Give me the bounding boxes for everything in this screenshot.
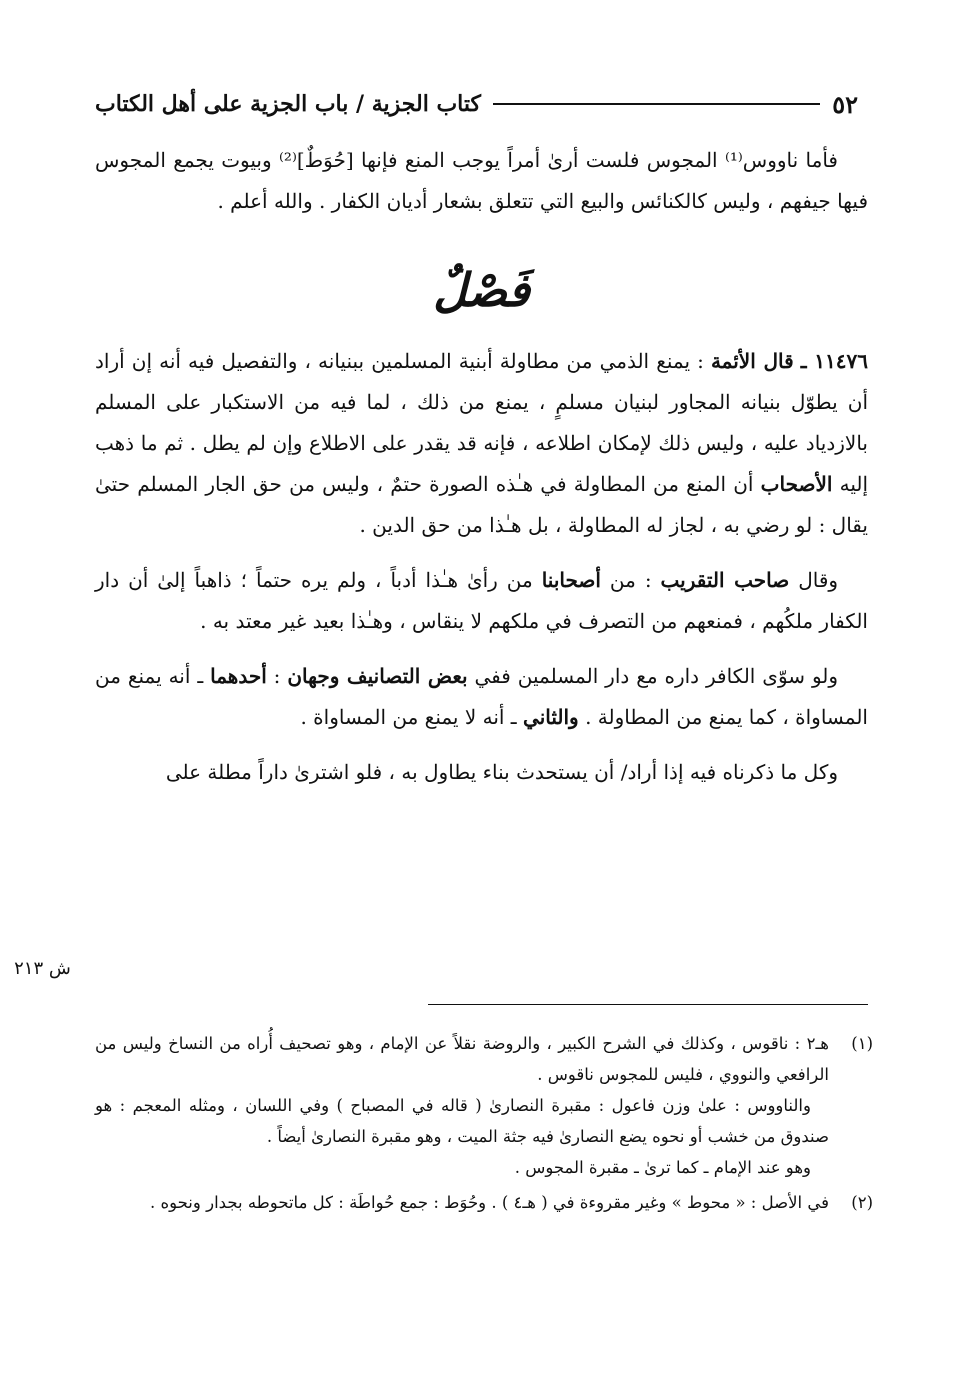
section-number: ١١٤٧٦ ـ xyxy=(800,349,869,373)
paragraph-3-text-a: وقال xyxy=(798,568,839,592)
paragraph-2-text-cont: أن المنع من المطاولة في هـٰذه الصورة حتمٌ ، وليس من حق الجار المسلم حتىٰ يقال : لو رضي به ، لجاز له المطاولة ، بل هـٰذا من حق الدين . xyxy=(95,472,868,537)
bold-term-aimma: قال الأئمة xyxy=(710,349,794,373)
bold-term-thani: والثاني xyxy=(523,705,579,729)
footnote-1 xyxy=(95,1028,873,1183)
footnote-1-para-1: هـ٢ : ناقوس ، وكذلك في الشرح الكبير ، والروضة نقلاً عن الإمام ، وهو تصحيف أُراه من النساخ وليس من الرافعي والنووي ، فليس للمجوس ناقوس . xyxy=(95,1034,829,1084)
footnote-number: (٢) xyxy=(851,1193,873,1212)
bold-term-ahaduhuma: أحدهما xyxy=(210,664,267,688)
paragraph-5: وكل ما ذكرناه فيه إذا أراد/ أن يستحدث بناء يطاول به ، فلو اشترىٰ داراً مطلة على xyxy=(165,760,838,784)
page-number: ٥٢ xyxy=(832,89,858,119)
header-rule xyxy=(493,103,820,105)
paragraph-4 xyxy=(95,656,868,738)
paragraph-3 xyxy=(95,560,868,642)
main-text xyxy=(95,140,868,807)
paragraph-3-text-b: : من xyxy=(609,568,652,592)
footnotes xyxy=(95,1028,873,1222)
bold-term-wajhan: بعض التصانيف وجهان xyxy=(287,664,468,688)
footnote-number: (١) xyxy=(851,1034,873,1053)
running-title: كتاب الجزية / باب الجزية على أهل الكتاب xyxy=(95,91,481,117)
footnote-body xyxy=(95,1187,829,1218)
bold-term-ashabuna: أصحابنا xyxy=(541,568,601,592)
paragraph-4-text-c: ـ أنه يمنع من المساواة ، كما يمنع من المطاولة . xyxy=(95,664,868,729)
paragraph-3-text-c: من رأىٰ هـٰذا أدباً ، ولم يره حتماً ؛ ذاهباً إلىٰ أن دار الكفار ملكُهم ، فمنعهم من التصرف في ملكهم لا ينقاس ، وهـٰذا بعيد غير معتد به . xyxy=(95,568,868,633)
paragraph-4-text-a: ولو سوّى الكافر داره مع دار المسلمين ففي xyxy=(474,664,839,688)
footnote-separator xyxy=(428,1004,868,1005)
paragraph-4-text-b: : xyxy=(273,664,281,688)
page-header xyxy=(95,84,858,124)
footnote-2-para-1: في الأصل : « محوط » وغير مقروءة في ( هـ٤ ) . وحُوَط : جمع حُواطَة : كل ماتحوطه بجدار ونحوه . xyxy=(150,1193,829,1212)
paragraph-1: فأما ناووس⁽¹⁾ المجوس فلست أرىٰ أمراً يوجب المنع فإنها [حُوَطٌ]⁽²⁾ وبيوت يجمع المجوس فيها جيفهم ، وليس كالكنائس والبيع التي تتعلق بشعار أديان الكفار . والله أعلم . xyxy=(95,148,868,213)
margin-folio-note: ش ٢١٣ xyxy=(14,958,71,979)
paragraph-4-text-d: ـ أنه لا يمنع من المساواة . xyxy=(300,705,517,729)
footnote-2 xyxy=(95,1187,873,1218)
bold-term-sahib-taqrib: صاحب التقريب xyxy=(660,568,790,592)
footnote-1-para-3: وهو عند الإمام ـ كما ترىٰ ـ مقبرة المجوس . xyxy=(514,1158,811,1177)
bold-term-ashab: الأصحاب xyxy=(760,472,833,496)
paragraph-2-text: : يمنع الذمي من مطاولة أبنية المسلمين ببنيانه ، والتفصيل فيه أنه إن أراد أن يطوّل بنيانه المجاور لبنيان مسلمٍ ، يمنع من ذلك ، لما فيه من الاستكبار على المسلم بالازدياد عليه ، وليس ذلك لإمكان اطلاعه ، فإنه قد يقدر على الاطلاع وإن لم يطل . ثم ما ذهب إليه xyxy=(95,349,869,496)
section-heading-fasl: فَصْلٌ xyxy=(433,263,530,317)
footnote-body xyxy=(95,1028,829,1183)
footnote-1-para-2: والناووس : علىٰ وزن فاعول : مقبرة النصارىٰ ( قاله في المصباح ) وفي اللسان ، ومثله المعجم : هو صندوق من خشب أو نحوه يضع النصارىٰ فيه جثة الميت ، وهو مقبرة النصارىٰ أيضاً . xyxy=(95,1096,829,1146)
paragraph-2 xyxy=(95,341,868,546)
